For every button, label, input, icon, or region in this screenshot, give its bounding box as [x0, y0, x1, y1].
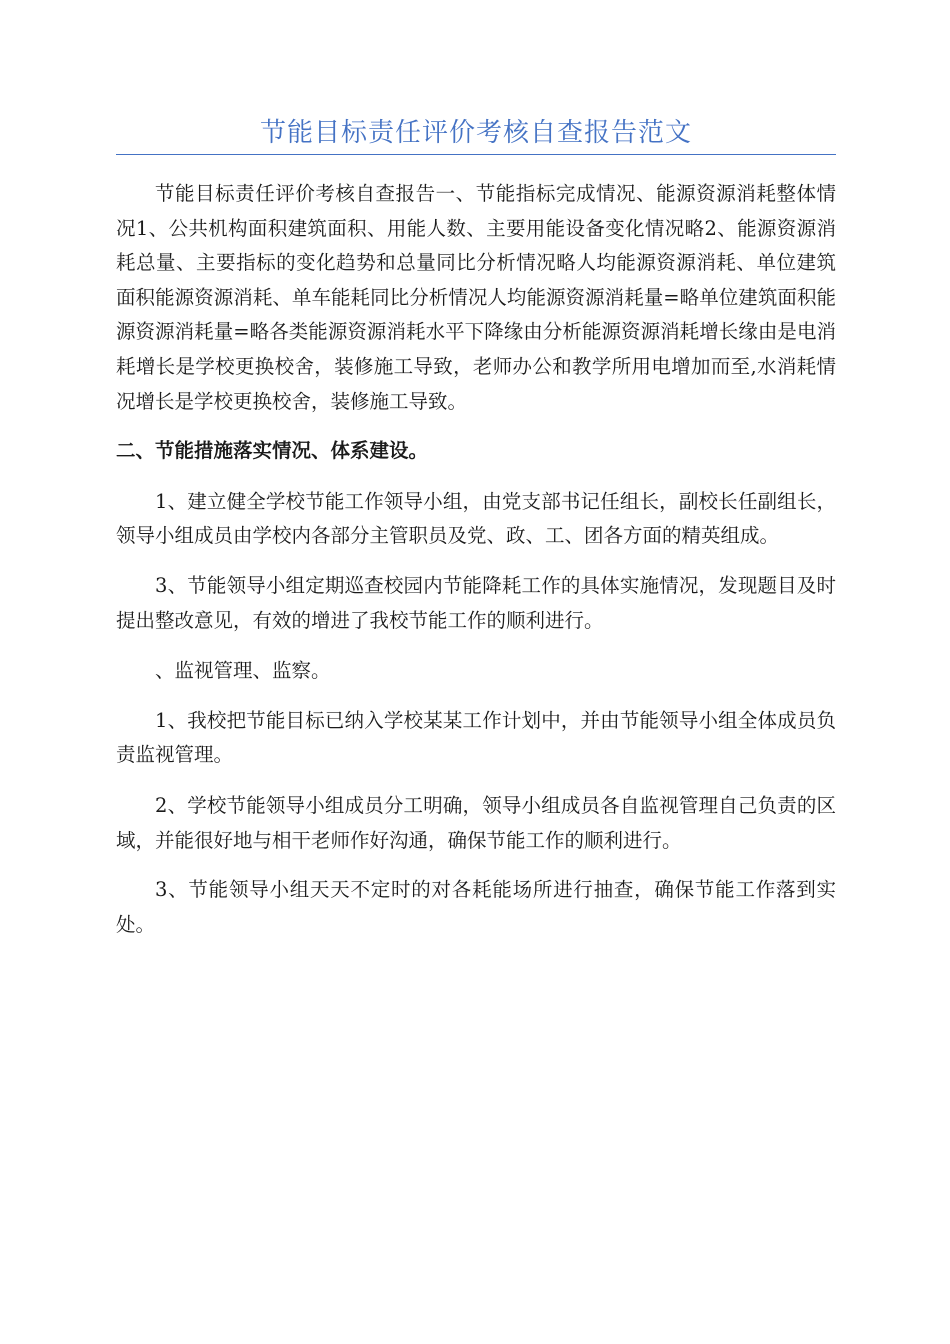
supervision-item-3: 3、节能领导小组天天不定时的对各耗能场所进行抽查，确保节能工作落到实处。	[116, 878, 836, 936]
supervision-item-2: 2、学校节能领导小组成员分工明确，领导小组成员各自监视管理自己负责的区域，并能很好地与相干老师作好沟通，确保节能工作的顺利进行。	[116, 793, 836, 852]
document-page	[116, 0, 836, 942]
document-title: 节能目标责任评价考核自查报告范文	[259, 118, 692, 148]
title-underline	[116, 154, 836, 155]
supervision-item-1: 1、我校把节能目标已纳入学校某某工作计划中，并由节能领导小组全体成员负责监视管理。	[116, 708, 836, 767]
section2-heading: 二、节能措施落实情况、体系建设。	[116, 439, 429, 463]
supervision-heading: 、监视管理、监察。	[155, 659, 331, 683]
section2-item-1: 1、建立健全学校节能工作领导小组，由党支部书记任组长，副校长任副组长，领导小组成员由学校内各部分主管职员及党、政、工、团各方面的精英组成。	[116, 489, 836, 548]
intro-paragraph: 节能目标责任评价考核自查报告一、节能指标完成情况、能源资源消耗整体情况1、公共机构面积建筑面积、用能人数、主要用能设备变化情况略2、能源资源消耗总量、主要指标的变化趋势和总量同比分析情况略人均能源资源消耗、单位建筑面积能源资源消耗、单车能耗同比分析情况人均能源资源消耗量=略单位建筑面积能源资源消耗量=略各类能源资源消耗水平下降缘由分析能源资源消耗增长缘由是电消耗增长是学校更换校舍，装修施工导致，老师办公和教学所用电增加而至,水消耗情况增长是学校更换校舍，装修施工导致。	[116, 182, 836, 413]
section2-item-3: 3、节能领导小组定期巡查校园内节能降耗工作的具体实施情况，发现题目及时提出整改意见，有效的增进了我校节能工作的顺利进行。	[116, 573, 836, 632]
